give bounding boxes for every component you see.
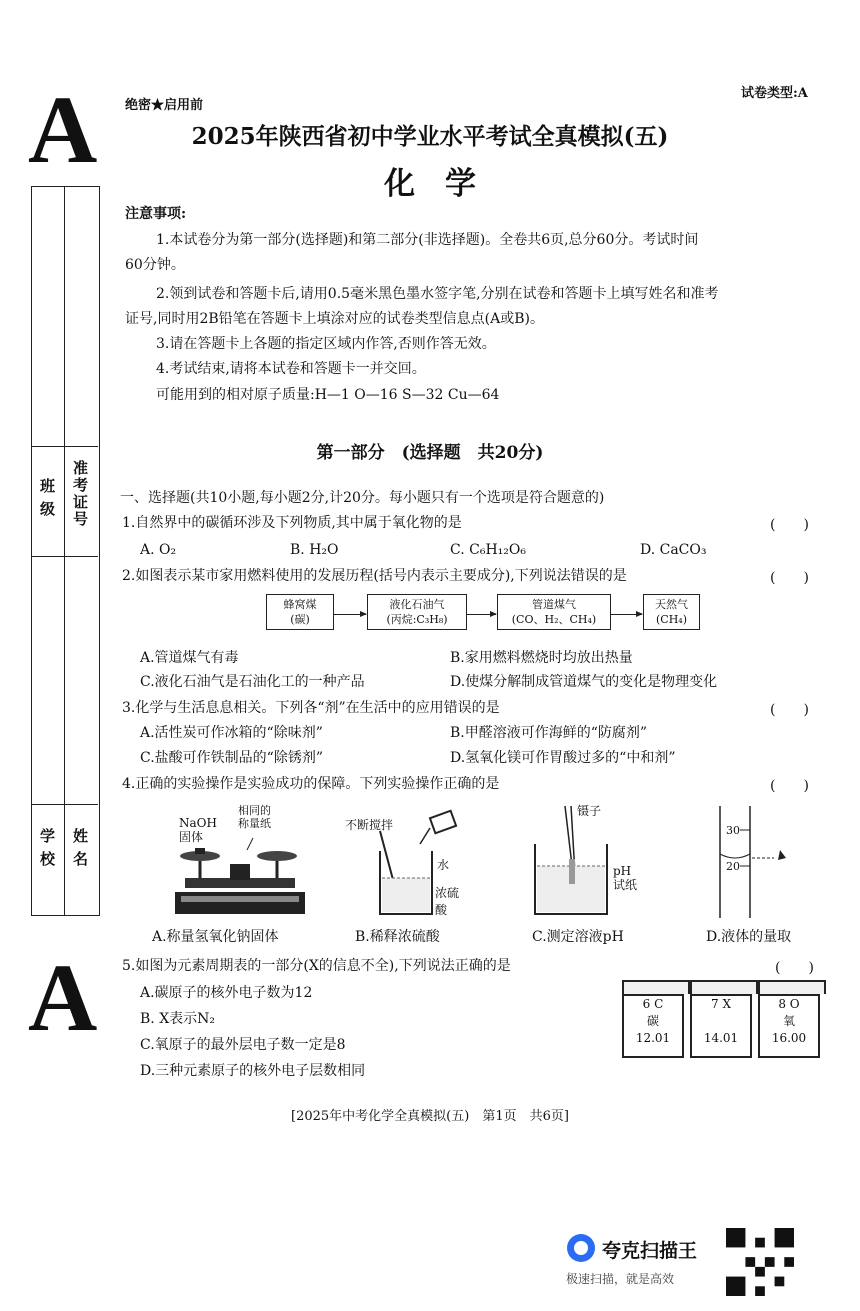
note-line: 证号,同时用2B铅笔在答题卡上填涂对应的试卷类型信息点(A或B)。 <box>125 311 544 327</box>
tweezers-label: 镊子 <box>577 804 602 818</box>
paper-type-label: 试卷类型:A <box>741 86 808 101</box>
q2-option-b: B.家用燃料燃烧时均放出热量 <box>450 650 633 666</box>
q1-option-a: A. O₂ <box>140 542 177 558</box>
acid-label: 浓硫酸 <box>435 886 460 917</box>
paper-type-letter-top: A <box>28 76 98 183</box>
atomic-mass-line: 可能用到的相对原子质量:H—1 O—16 S—32 Cu—64 <box>156 387 500 403</box>
element-name: 碳 <box>646 1014 659 1028</box>
flow-step-name: 液化石油气 <box>389 598 445 611</box>
q2-option-d: D.使煤分解制成管道煤气的变化是物理变化 <box>450 674 718 690</box>
flow-arrow <box>466 614 496 615</box>
q3-option-b: B.甲醛溶液可作海鲜的“防腐剂” <box>450 725 648 741</box>
ph-test-icon <box>527 804 617 919</box>
note-line: 3.请在答题卡上各题的指定区域内作答,否则作答无效。 <box>156 336 496 352</box>
solid-label: 固体 <box>179 830 204 844</box>
figure-balance <box>165 804 315 924</box>
name-label: 姓名 <box>71 828 89 874</box>
ph-label: pH <box>613 864 632 878</box>
note-line: 60分钟。 <box>125 257 185 273</box>
class-label: 班级 <box>38 478 56 524</box>
subject-title: 化学 <box>384 166 506 202</box>
element-name <box>692 1013 750 1030</box>
q5-option-a: A.碳原子的核外电子数为12 <box>140 985 313 1001</box>
element-cell-carbon <box>622 994 684 1058</box>
scanner-brand-name: 夸克扫描王 <box>602 1240 698 1262</box>
stir-label: 不断搅拌 <box>345 818 394 832</box>
school-label: 学校 <box>38 828 56 874</box>
question-5-stem: 5.如图为元素周期表的一部分(X的信息不全),下列说法正确的是 <box>122 958 511 974</box>
q1-option-b: B. H₂O <box>290 542 339 558</box>
flow-step-name: 天然气 <box>655 598 688 611</box>
q5-option-c: C.氧原子的最外层电子数一定是8 <box>140 1037 346 1053</box>
flow-step-component: (碳) <box>290 613 310 626</box>
figure-ph-test <box>527 804 647 919</box>
answer-blank: ( ) <box>770 702 809 718</box>
fig-d-caption: D.液体的量取 <box>706 929 792 945</box>
cell-top-face <box>758 980 826 994</box>
flow-step-component: (CO、H₂、CH₄) <box>511 613 597 626</box>
note-line: 4.考试结束,请将本试卷和答题卡一并交回。 <box>156 361 426 377</box>
flow-step-piped-gas <box>497 594 611 630</box>
side-divider <box>64 186 65 916</box>
qr-code-icon <box>726 1228 794 1296</box>
exam-title: 2025年陕西省初中学业水平考试全真模拟(五) <box>191 123 669 150</box>
fig-b-caption: B.稀释浓硫酸 <box>355 929 440 945</box>
part-one-heading: 第一部分 (选择题 共20分) <box>316 443 544 463</box>
q3-option-d: D.氢氧化镁可作胃酸过多的“中和剂” <box>450 750 676 766</box>
water-label: 水 <box>437 858 450 872</box>
q2-option-a: A.管道煤气有毒 <box>140 650 239 666</box>
answer-blank: ( ) <box>770 778 809 794</box>
tick-20: 20 <box>726 860 740 873</box>
confidential-label: 绝密★启用前 <box>125 98 204 113</box>
q5-option-d: D.三种元素原子的核外电子层数相同 <box>140 1063 366 1079</box>
flow-step-name: 管道煤气 <box>532 598 576 611</box>
element-number-symbol: 8 O <box>778 997 800 1011</box>
flow-step-lpg <box>367 594 467 630</box>
paper-label <box>238 804 271 830</box>
page-footer: [2025年中考化学全真模拟(五) 第1页 共6页] <box>291 1109 569 1124</box>
element-number-symbol: 6 C <box>642 997 664 1011</box>
element-name: 氧 <box>782 1014 795 1028</box>
flow-arrow <box>333 614 366 615</box>
note-line: 1.本试卷分为第一部分(选择题)和第二部分(非选择题)。全卷共6页,总分60分。考试时间 <box>156 232 699 248</box>
answer-blank: ( ) <box>770 570 809 586</box>
exam-number-label: 准考证号 <box>71 460 89 528</box>
notes-heading: 注意事项: <box>125 206 187 222</box>
flow-step-natural-gas <box>643 594 700 630</box>
test-paper-label: 试纸 <box>613 878 638 892</box>
q3-option-c: C.盐酸可作铁制品的“除锈剂” <box>140 750 323 766</box>
q1-option-d: D. CaCO₃ <box>640 542 707 558</box>
student-info-box <box>31 186 100 916</box>
side-row-divider <box>31 556 98 557</box>
weighing-paper-label: 称量纸 <box>238 817 271 830</box>
figure-cylinder <box>712 806 802 921</box>
section-heading: 一、选择题(共10小题,每小题2分,计20分。每小题只有一个选项是符合题意的) <box>120 490 605 506</box>
flow-step-name: 蜂窝煤 <box>283 598 317 611</box>
element-mass: 14.01 <box>703 1031 739 1045</box>
scanner-logo-icon <box>567 1234 595 1262</box>
element-number-symbol: 7 X <box>711 997 731 1011</box>
q1-option-c: C. C₆H₁₂O₆ <box>450 542 526 558</box>
element-mass: 12.01 <box>635 1031 671 1045</box>
tick-30: 30 <box>726 824 740 837</box>
naoh-formula: NaOH <box>179 816 217 830</box>
scanner-slogan: 极速扫描，就是高效 <box>566 1272 675 1286</box>
flow-step-component: (丙烷:C₃H₈) <box>386 613 448 626</box>
balance-icon <box>165 834 315 922</box>
element-mass: 16.00 <box>771 1031 807 1045</box>
q5-option-b: B. X表示N₂ <box>140 1011 216 1027</box>
answer-blank: ( ) <box>770 517 809 533</box>
paper-type-letter-bottom: A <box>28 944 98 1051</box>
question-4-stem: 4.正确的实验操作是实验成功的保障。下列实验操作正确的是 <box>122 776 500 792</box>
q3-option-a: A.活性炭可作冰箱的“除味剂” <box>140 725 323 741</box>
periodic-table-excerpt <box>622 980 830 1058</box>
element-cell-x <box>690 994 752 1058</box>
answer-blank: ( ) <box>775 960 814 976</box>
cell-top-face <box>622 980 690 994</box>
question-3-stem: 3.化学与生活息息相关。下列各“剂”在生活中的应用错误的是 <box>122 700 500 716</box>
question-2-stem: 2.如图表示某市家用燃料使用的发展历程(括号内表示主要成分),下列说法错误的是 <box>122 568 627 584</box>
flow-arrow <box>610 614 642 615</box>
flow-step-component: (CH₄) <box>655 613 687 626</box>
question-1-stem: 1.自然界中的碳循环涉及下列物质,其中属于氧化物的是 <box>122 515 462 531</box>
flow-step-honeycomb-coal <box>266 594 334 630</box>
note-line: 2.领到试卷和答题卡后,请用0.5毫米黑色墨水签字笔,分别在试卷和答题卡上填写姓名和准考 <box>156 286 719 302</box>
side-row-divider <box>31 804 98 805</box>
same-label: 相同的 <box>238 804 271 817</box>
element-cell-oxygen <box>758 994 820 1058</box>
cell-top-face <box>690 980 758 994</box>
q2-option-c: C.液化石油气是石油化工的一种产品 <box>140 674 365 690</box>
ph-paper-label <box>613 864 637 892</box>
fig-c-caption: C.测定溶液pH <box>532 929 624 945</box>
fig-a-caption: A.称量氢氧化钠固体 <box>152 929 279 945</box>
figure-dilution <box>345 806 465 921</box>
